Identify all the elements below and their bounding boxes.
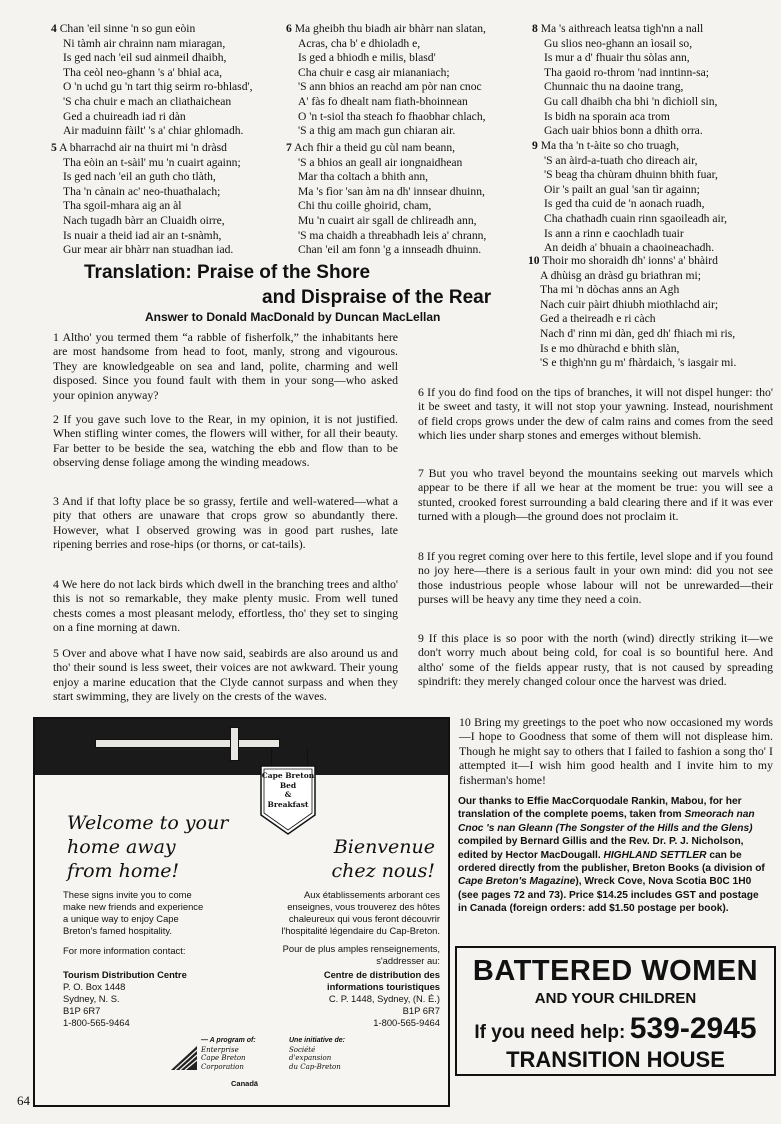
welcome-french: Bienvenue chez nous!	[331, 836, 435, 882]
address-english: Tourism Distribution Centre P. O. Box 1448 Sydney, N. S. B1P 6R7 1-800-565-9464	[63, 969, 187, 1028]
gaelic-stanza-7: 7 Ach fhir a theid gu cùl nam beann, 'S a bhios an geall air iongnaidhean Mar tha coltach a bhith ann, Ma 's fìor 'san àm na dh' innsear dhuinn, Chi thu coille ghoirid, cham, Mu 'n cuairt air sgall de chlireadh ann, 'S ma chaidh a threabhadh leis a' chrann, Chan 'eil am fonn 'g a innseadh dhuinn.	[286, 141, 487, 257]
ecbc-logo-icon	[169, 1044, 199, 1072]
thanks-note: Our thanks to Effie MacCorquodale Rankin, Mabou, for her translation of the complete poems, taken from Smeorach nan Cnoc 's nan Gleann (The Songster of the Hills and the Glens) compiled by Bernard Gillis and the Rev. Dr. P. J. Nicholson, edited by Hector MacDougall. HIGHLAND SETTLER can be ordered directly from the publisher, Breton Books (a division of Cape Breton's Magazine), Wreck Cove, Nova Scotia B0C 1H0 (see pages 72 and 73). Price $14.25 includes GST and postage in Canada (foreign orders: add $1.50 postage per book).	[458, 796, 765, 915]
translation-para-7: 7 But you who travel beyond the mountains seeking out marvels which appear to be there if all we hear at the moment be true: you will see a stunted, crooked forest surrounding a bald clearing there and if it was ever turned with a plough—the ground does not proclaim it.	[418, 466, 773, 524]
help-phone-number: 539-2945	[629, 1012, 757, 1045]
help-line: If you need help: 539-2945	[474, 1012, 757, 1045]
and-your-children: AND YOUR CHILDREN	[534, 990, 697, 1007]
translation-para-6: 6 If you do find food on the tips of branches, it will not dispel hunger: tho' it be sweet and tasty, it will not stop your yawning. Instead, nourishment of field crops grows under the dew of calm rains and comes from the seed which lies under sharp stones and emerges without blemish.	[418, 385, 773, 443]
gaelic-stanza-6: 6 Ma gheibh thu biadh air bhàrr nan slatan, Acras, cha b' e dhioladh e, Is ged a bhiodh e milis, blasd' Cha chuir e casg air miananiach; 'S ann bhios an reachd am pòr nan cnoc A' fàs fo dhealt nam fiath-bhoinnean O 'n t-siol tha steach fo fhaobhar chlach, 'S a thig am mach gun chiaran air.	[286, 22, 486, 138]
bed-breakfast-ad	[33, 717, 450, 1107]
sign-post	[230, 727, 239, 761]
translation-para-10: 10 Bring my greetings to the poet who now occasioned my words—I hope to Goodness that some of them will not displease him. Though he might say to others that I failed to fashion a song tho' I attempted it—I wish him good health and I invite him to my fisherman's home!	[459, 715, 774, 787]
bed-breakfast-sign: Cape Breton Bed & Breakfast	[260, 765, 316, 835]
welcome-english: Welcome to your home away from home!	[67, 812, 229, 882]
program-french: Une initiative de: Société d'expansion du Cap-Breton	[289, 1037, 346, 1071]
translation-para-3: 3 And if that lofty place be so grassy, fertile and well-watered—what a pity that others are unaware that crops grow so abundantly there. However, what I observed growing was in good part rushes, late ripening berries and rose-hips (or thorns, or cat-tails).	[53, 494, 398, 552]
translation-para-5: 5 Over and above what I have now said, seabirds are also around us and tho' their sound is less sweet, their voices are not awkward. Their young enjoy a marine education that the Clyde cannot surpass and when they start swimming, they are lively on the crests of the waves.	[53, 646, 398, 704]
program-english: — A program of: Enterprise Cape Breton Corporation	[201, 1037, 256, 1071]
gaelic-stanza-5: 5 A bharrachd air na thuirt mi 'n dràsd Tha eòin an t-sàil' mu 'n cuairt againn; Is ged nach 'eil an guth cho tlàth, Tha 'n cànain ac' neo-thuathalach; Tha sgoil-mhara aig an àl Nach tugadh bàrr an Cluaidh oirre, Is nuair a theid iad air an t-snàmh, Gur mear air bhàrr nan stuadhan iad.	[51, 141, 241, 257]
gaelic-stanza-4: 4 Chan 'eil sinne 'n so gun eòin Ni tàmh air chrainn nam miaragan, Is ged nach 'eil sud ainmeil dhaibh, Tha ceòl neo-ghann 's a' bhial aca, O 'n uchd gu 'n tart thig seirm ro-bhlasd', 'S cha chuir e mach an cliathaichean Ged a chuireadh iad ri dàn Air maduinn fàilt' 's a' chiar ghlomadh.	[51, 22, 253, 138]
contact-french-label: Pour de plus amples renseignements, s'addresser au:	[282, 943, 440, 966]
gaelic-stanza-10: 10 Thoir mo shoraidh dh' ionns' a' bhàird A dhùisg an dràsd gu briathran mi; Tha mi 'n dòchas anns an Agh Nach cuir pàirt dhiubh miothlachd air; Ged a theireadh e ri càch Nach d' rinn mi dàn, ged dh' fhiach mi ris, Is e mo dhùrachd e bhith slàn, 'S e thigh'nn gu m' fhàrdaich, 's iasgair mi.	[528, 254, 737, 370]
translation-para-4: 4 We here do not lack birds which dwell in the branching trees and altho' this is not so remarkable, they make plenty music. From well tuned chests comes a most pleasant melody, effortless, tho' they set to singing on a fine morning at dawn.	[53, 577, 398, 635]
gaelic-stanza-9: 9 Ma tha 'n t-àite so cho truagh, 'S an àird-a-tuath cho direach air, 'S beag tha chùram dhuinn bhith fuar, Oir 's pailt an gual 'san tìr againn; Is ged tha cuid de 'n aonach ruadh, Cha chathadh cuain rinn sgaoileadh air, Is ann a rinn e caochladh tuair An deidh a' bhuain a chaoineachadh.	[532, 139, 728, 255]
translation-subtitle: Answer to Donald MacDonald by Duncan MacLellan	[145, 310, 441, 324]
transition-house: TRANSITION HOUSE	[506, 1047, 725, 1072]
page-number: 64	[17, 1093, 30, 1108]
translation-title: Translation: Praise of the Shore	[84, 262, 371, 283]
contact-english-label: For more information contact:	[63, 945, 186, 956]
gaelic-stanza-8: 8 Ma 's aithreach leatsa tigh'nn a nall Gu slios neo-ghann an ìosail so, Is mur a d' fhuair thu sòlas ann, Tha gaoid ro-throm 'nad inntinn-sa; Chunnaic thu na daoine trang, Gu call dhaibh cha bhi 'n dìchioll sin, Is bidh na sporain aca trom Gach uair bhios bonn a dhìth orra.	[532, 22, 718, 138]
stanza-number: 4	[51, 22, 57, 35]
battered-women-heading: BATTERED WOMEN	[472, 955, 759, 987]
sign-post-arm	[95, 739, 280, 748]
canada-wordmark: Canadä	[231, 1079, 259, 1088]
translation-para-9: 9 If this place is so poor with the north (wind) directly striking it—we don't worry much about being cold, for coal is so bountiful here. And altho' some of the fields appear rusty, that is not caused by spreading spindrift: they merely changed colour once the harvest was dried.	[418, 631, 773, 689]
translation-title-line2: and Dispraise of the Rear	[262, 287, 492, 308]
battered-women-notice	[455, 946, 776, 1076]
address-french: Centre de distribution des informations touristiques C. P. 1448, Sydney, (N. É.) B1P 6R7 1-800-565-9464	[323, 969, 440, 1028]
ad-body-english: These signs invite you to come make new friends and experience a unique way to enjoy Cape Breton's famed hospitality.	[63, 889, 204, 936]
translation-para-8: 8 If you regret coming over here to this fertile, level slope and if you found no joy here—there is a serious fault in your own mind: did you not see those industrious people whose labour will not be unrewarded—their purses will be heavy any time they need a coin.	[418, 549, 773, 607]
translation-para-1: 1 Altho' you termed them “a rabble of fisherfolk,” the inhabitants here are most handsome from head to foot, manly, strong and vigourous. They are knowledgeable on sea and land, polite, charming and well disposed. Since you found fault with them in your song—who asked your opinion anyway?	[53, 330, 398, 402]
translation-para-2: 2 If you gave such love to the Rear, in my opinion, it is not justified. When stifling winter comes, the flowers will wither, for all their beauty. Far better to be beside the sea, watching the ebb and flow than to be observing dense foliage among the winding meadows.	[53, 412, 398, 470]
ad-body-french: Aux établissements arborant ces enseignes, vous trouverez des hôtes chaleureux qui vous feront découvrir l'hospitalité légendaire du Cap-Breton.	[281, 889, 440, 936]
